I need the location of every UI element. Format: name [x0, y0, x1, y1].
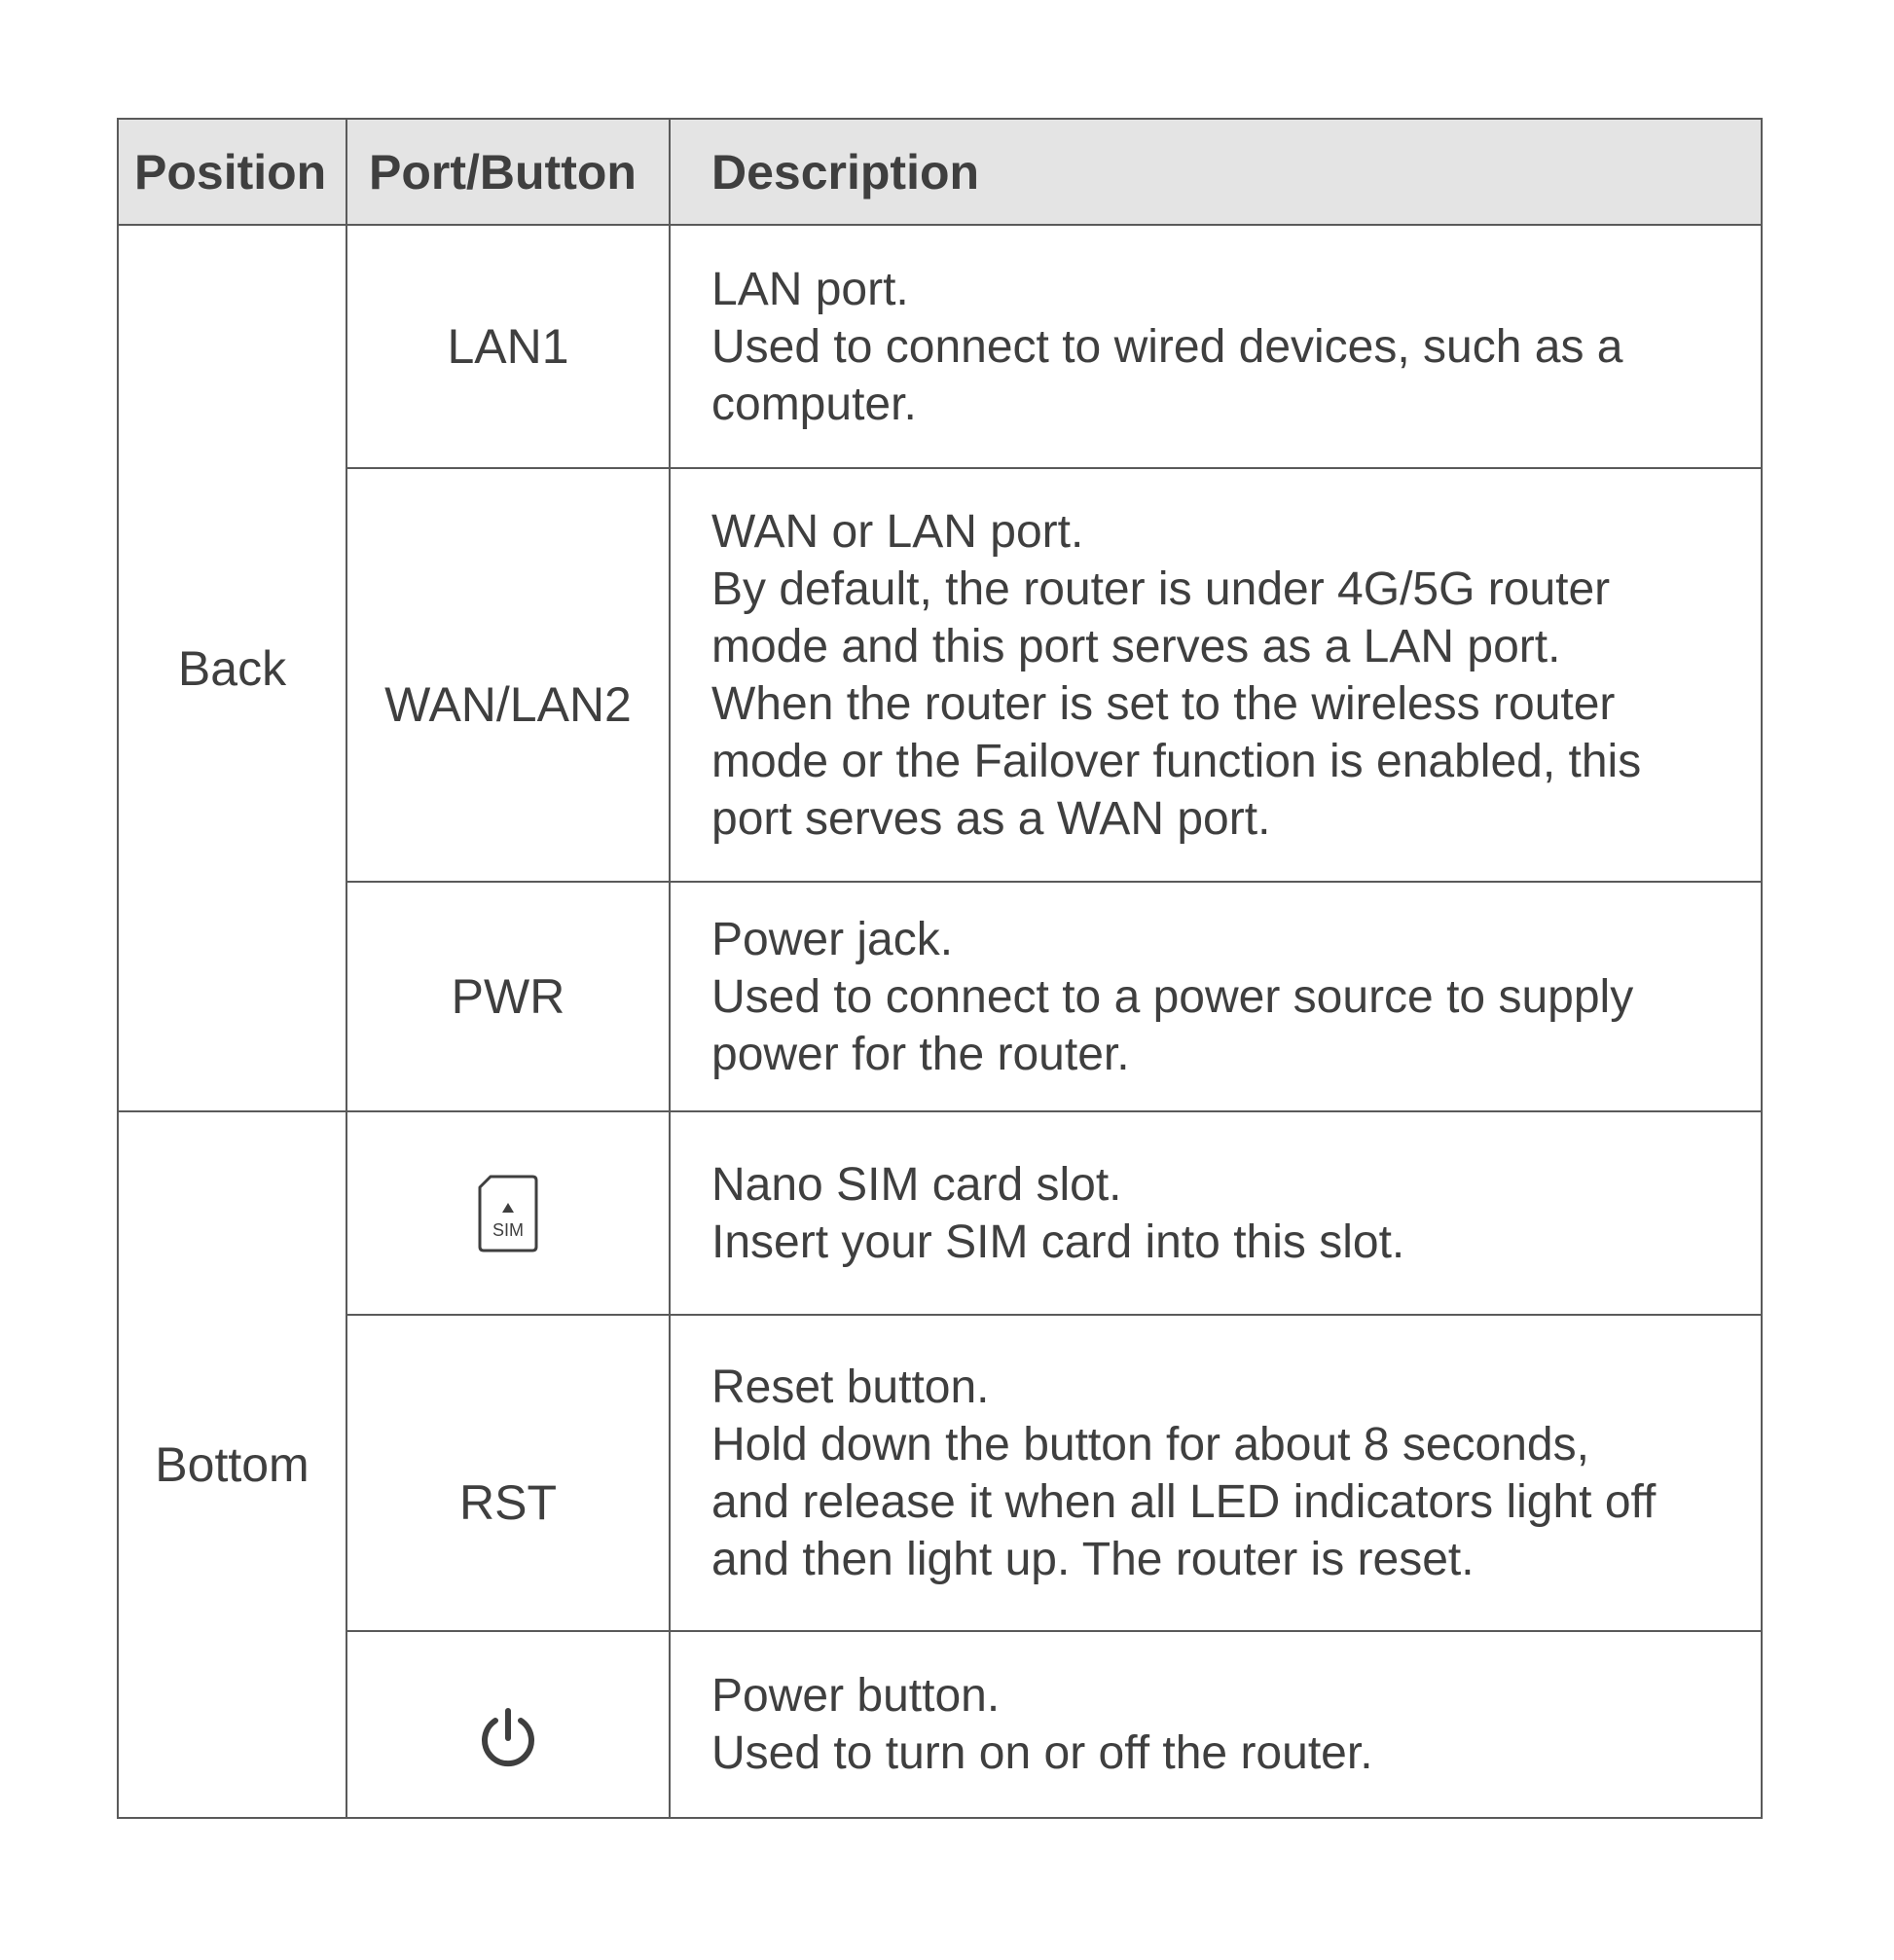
table-header-row: [118, 119, 1762, 225]
sim-card-icon: [347, 1174, 669, 1253]
description-line: Used to connect to a power source to supply: [711, 970, 1634, 1023]
description-line: Used to connect to wired devices, such as a: [711, 320, 1623, 373]
table-row: [118, 1631, 1762, 1818]
description-cell: [670, 468, 1762, 882]
position-back: [118, 225, 346, 1111]
port-cell-lan1: [346, 225, 670, 468]
description-cell: [670, 1315, 1762, 1631]
description-line: and then light up. The router is reset.: [711, 1533, 1475, 1585]
port-label: WAN/LAN2: [384, 676, 632, 732]
port-button-table: [117, 118, 1763, 1819]
description-line: By default, the router is under 4G/5G router: [711, 563, 1611, 615]
header-port-button: Port/Button: [346, 119, 670, 225]
description-line: Power jack.: [711, 913, 954, 965]
table-row: [118, 468, 1762, 882]
description-line: Power button.: [711, 1670, 1001, 1722]
description-line: mode or the Failover function is enabled, this: [711, 735, 1642, 787]
description-cell: [670, 1631, 1762, 1818]
header-description: Description: [670, 119, 1762, 225]
description-line: port serves as a WAN port.: [711, 792, 1271, 845]
sim-icon-text: SIM: [492, 1219, 525, 1240]
port-cell-sim: [346, 1111, 670, 1315]
description-line: LAN port.: [711, 263, 909, 315]
description-line: mode and this port serves as a LAN port.: [711, 620, 1561, 672]
description-cell: [670, 882, 1762, 1111]
table-row: [118, 1111, 1762, 1315]
port-label: RST: [459, 1474, 557, 1530]
description-line: and release it when all LED indicators light off: [711, 1475, 1657, 1528]
description-line: Nano SIM card slot.: [711, 1158, 1122, 1211]
port-label: PWR: [451, 969, 565, 1024]
port-cell-rst: [346, 1315, 670, 1631]
description-line: Hold down the button for about 8 seconds,: [711, 1418, 1589, 1470]
table-row: [118, 882, 1762, 1111]
table-row: [118, 1315, 1762, 1631]
description-line: power for the router.: [711, 1028, 1130, 1080]
port-cell-wan-lan2: [346, 468, 670, 882]
position-bottom: [118, 1111, 346, 1818]
port-label: LAN1: [447, 319, 569, 374]
description-cell: [670, 1111, 1762, 1315]
description-cell: [670, 225, 1762, 468]
description-line: Insert your SIM card into this slot.: [711, 1216, 1405, 1268]
table-row: [118, 225, 1762, 468]
port-cell-power: [346, 1631, 670, 1818]
power-button-icon: [347, 1707, 669, 1769]
position-label: Bottom: [155, 1437, 310, 1492]
header-position: Position: [118, 119, 346, 225]
description-line: computer.: [711, 378, 917, 430]
port-cell-pwr: [346, 882, 670, 1111]
description-line: WAN or LAN port.: [711, 505, 1084, 558]
description-line: Reset button.: [711, 1361, 990, 1413]
description-line: Used to turn on or off the router.: [711, 1727, 1373, 1779]
position-label: Back: [177, 640, 287, 696]
description-line: When the router is set to the wireless router: [711, 677, 1616, 730]
